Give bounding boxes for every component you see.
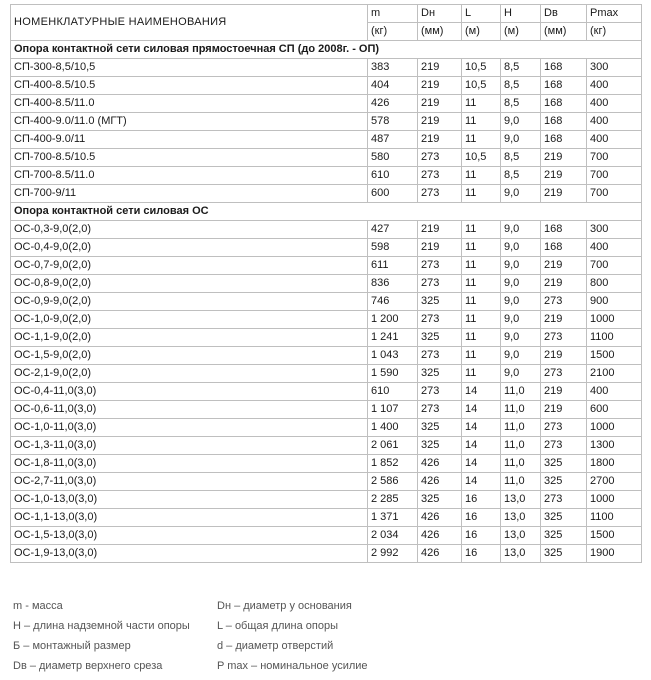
cell-h: 9,0: [501, 239, 541, 257]
section-row: [11, 203, 642, 221]
table-row: [11, 491, 642, 509]
cell-m: 600: [368, 185, 418, 203]
cell-h: 11,0: [501, 455, 541, 473]
unit-pmax: (кг): [587, 23, 642, 41]
cell-name: ОС-0,4-11,0(3,0): [11, 383, 368, 401]
column-header-dv: Dв: [541, 5, 587, 23]
cell-pmax: 900: [587, 293, 642, 311]
cell-dn: 219: [418, 113, 462, 131]
table-row: [11, 149, 642, 167]
cell-m: 427: [368, 221, 418, 239]
table-row: [11, 77, 642, 95]
cell-dv: 325: [541, 527, 587, 545]
cell-pmax: 1000: [587, 419, 642, 437]
cell-m: 426: [368, 95, 418, 113]
cell-l: 14: [462, 437, 501, 455]
cell-pmax: 300: [587, 221, 642, 239]
cell-dv: 219: [541, 311, 587, 329]
cell-l: 11: [462, 275, 501, 293]
cell-dv: 219: [541, 275, 587, 293]
cell-m: 1 371: [368, 509, 418, 527]
cell-dv: 325: [541, 545, 587, 563]
cell-dv: 219: [541, 149, 587, 167]
cell-dn: 325: [418, 491, 462, 509]
table-row: [11, 221, 642, 239]
cell-name: ОС-1,0-9,0(2,0): [11, 311, 368, 329]
cell-dv: 168: [541, 239, 587, 257]
cell-name: СП-400-8.5/10.5: [11, 77, 368, 95]
table-row: [11, 131, 642, 149]
cell-name: ОС-0,9-9,0(2,0): [11, 293, 368, 311]
column-header-pmax: Pmax: [587, 5, 642, 23]
cell-dn: 219: [418, 221, 462, 239]
cell-dv: 325: [541, 509, 587, 527]
table-row: [11, 329, 642, 347]
cell-l: 14: [462, 383, 501, 401]
cell-dn: 273: [418, 185, 462, 203]
cell-name: ОС-1,0-13,0(3,0): [11, 491, 368, 509]
cell-m: 1 400: [368, 419, 418, 437]
cell-m: 2 992: [368, 545, 418, 563]
cell-h: 9,0: [501, 221, 541, 239]
cell-h: 11,0: [501, 473, 541, 491]
cell-name: ОС-0,7-9,0(2,0): [11, 257, 368, 275]
cell-pmax: 1500: [587, 527, 642, 545]
table-row: [11, 275, 642, 293]
cell-dn: 426: [418, 527, 462, 545]
header-row-labels: [11, 5, 642, 23]
cell-dv: 273: [541, 419, 587, 437]
table-header: [11, 5, 642, 41]
cell-name: СП-700-8.5/10.5: [11, 149, 368, 167]
section-title: Опора контактной сети силовая ОС: [11, 203, 642, 221]
cell-h: 9,0: [501, 347, 541, 365]
cell-pmax: 1900: [587, 545, 642, 563]
cell-h: 9,0: [501, 329, 541, 347]
cell-pmax: 400: [587, 77, 642, 95]
cell-m: 2 034: [368, 527, 418, 545]
cell-dv: 325: [541, 455, 587, 473]
legend-term: Dв – диаметр верхнего среза: [13, 660, 163, 672]
cell-name: СП-700-8.5/11.0: [11, 167, 368, 185]
cell-name: СП-400-9.0/11.0 (МГТ): [11, 113, 368, 131]
table-row: [11, 167, 642, 185]
cell-pmax: 1100: [587, 509, 642, 527]
cell-m: 746: [368, 293, 418, 311]
cell-name: ОС-1,5-13,0(3,0): [11, 527, 368, 545]
section-title: Опора контактной сети силовая прямостоечная СП (до 2008г. - ОП): [11, 41, 642, 59]
cell-pmax: 300: [587, 59, 642, 77]
cell-pmax: 1800: [587, 455, 642, 473]
cell-h: 11,0: [501, 419, 541, 437]
cell-pmax: 2700: [587, 473, 642, 491]
cell-name: ОС-1,9-13,0(3,0): [11, 545, 368, 563]
table-row: [11, 455, 642, 473]
cell-dn: 273: [418, 149, 462, 167]
cell-m: 598: [368, 239, 418, 257]
cell-dn: 325: [418, 329, 462, 347]
cell-l: 11: [462, 167, 501, 185]
cell-pmax: 1500: [587, 347, 642, 365]
cell-pmax: 400: [587, 95, 642, 113]
cell-pmax: 700: [587, 185, 642, 203]
legend-term: H – длина надземной части опоры: [13, 620, 190, 632]
legend-row: [13, 636, 633, 656]
cell-l: 11: [462, 257, 501, 275]
cell-dn: 325: [418, 365, 462, 383]
cell-dv: 168: [541, 131, 587, 149]
cell-h: 9,0: [501, 113, 541, 131]
cell-m: 2 061: [368, 437, 418, 455]
cell-pmax: 700: [587, 149, 642, 167]
cell-l: 11: [462, 185, 501, 203]
cell-dn: 273: [418, 275, 462, 293]
cell-dn: 219: [418, 131, 462, 149]
cell-m: 610: [368, 167, 418, 185]
cell-dn: 325: [418, 419, 462, 437]
cell-l: 14: [462, 419, 501, 437]
cell-m: 1 107: [368, 401, 418, 419]
cell-h: 9,0: [501, 365, 541, 383]
cell-dv: 219: [541, 383, 587, 401]
cell-l: 11: [462, 221, 501, 239]
table-row: [11, 509, 642, 527]
cell-dn: 219: [418, 59, 462, 77]
cell-m: 404: [368, 77, 418, 95]
legend-term: d – диаметр отверстий: [217, 640, 334, 652]
cell-h: 9,0: [501, 257, 541, 275]
cell-name: ОС-1,0-11,0(3,0): [11, 419, 368, 437]
cell-dn: 325: [418, 437, 462, 455]
cell-l: 14: [462, 401, 501, 419]
table-row: [11, 293, 642, 311]
cell-name: СП-400-8.5/11.0: [11, 95, 368, 113]
legend-row: [13, 656, 633, 676]
unit-l: (м): [462, 23, 501, 41]
cell-m: 1 241: [368, 329, 418, 347]
cell-h: 13,0: [501, 509, 541, 527]
cell-dv: 325: [541, 473, 587, 491]
cell-h: 8,5: [501, 59, 541, 77]
cell-m: 610: [368, 383, 418, 401]
table-row: [11, 527, 642, 545]
cell-pmax: 400: [587, 383, 642, 401]
cell-dv: 273: [541, 365, 587, 383]
column-header-l: L: [462, 5, 501, 23]
unit-dn: (мм): [418, 23, 462, 41]
cell-h: 8,5: [501, 95, 541, 113]
spec-table: [10, 4, 642, 563]
table-row: [11, 113, 642, 131]
cell-dn: 325: [418, 293, 462, 311]
cell-pmax: 1100: [587, 329, 642, 347]
cell-name: ОС-1,5-9,0(2,0): [11, 347, 368, 365]
cell-dn: 273: [418, 311, 462, 329]
table-row: [11, 545, 642, 563]
cell-m: 836: [368, 275, 418, 293]
cell-pmax: 400: [587, 239, 642, 257]
cell-l: 10,5: [462, 77, 501, 95]
cell-dv: 219: [541, 185, 587, 203]
table-row: [11, 185, 642, 203]
unit-m: (кг): [368, 23, 418, 41]
table-row: [11, 347, 642, 365]
cell-dn: 273: [418, 257, 462, 275]
cell-dn: 426: [418, 473, 462, 491]
column-header-h: H: [501, 5, 541, 23]
cell-h: 11,0: [501, 437, 541, 455]
table-row: [11, 473, 642, 491]
cell-l: 16: [462, 491, 501, 509]
cell-pmax: 600: [587, 401, 642, 419]
cell-name: ОС-1,3-11,0(3,0): [11, 437, 368, 455]
cell-l: 14: [462, 455, 501, 473]
table-row: [11, 383, 642, 401]
cell-dv: 273: [541, 491, 587, 509]
section-row: [11, 41, 642, 59]
legend: [13, 596, 633, 676]
cell-l: 11: [462, 329, 501, 347]
cell-dn: 273: [418, 401, 462, 419]
legend-term: Dн – диаметр у основания: [217, 600, 352, 612]
cell-l: 11: [462, 239, 501, 257]
cell-l: 10,5: [462, 149, 501, 167]
cell-l: 10,5: [462, 59, 501, 77]
cell-dv: 168: [541, 59, 587, 77]
cell-l: 11: [462, 113, 501, 131]
table-row: [11, 239, 642, 257]
name-column-header: НОМЕНКЛАТУРНЫЕ НАИМЕНОВАНИЯ: [11, 5, 368, 41]
cell-pmax: 400: [587, 131, 642, 149]
cell-dn: 219: [418, 77, 462, 95]
cell-h: 9,0: [501, 131, 541, 149]
legend-term: L – общая длина опоры: [217, 620, 338, 632]
cell-l: 11: [462, 347, 501, 365]
cell-dn: 273: [418, 167, 462, 185]
table-row: [11, 401, 642, 419]
cell-dv: 219: [541, 167, 587, 185]
cell-h: 9,0: [501, 311, 541, 329]
cell-pmax: 700: [587, 257, 642, 275]
cell-h: 9,0: [501, 275, 541, 293]
cell-dv: 168: [541, 221, 587, 239]
cell-m: 1 043: [368, 347, 418, 365]
unit-h: (м): [501, 23, 541, 41]
cell-l: 16: [462, 509, 501, 527]
cell-h: 11,0: [501, 401, 541, 419]
cell-l: 11: [462, 293, 501, 311]
cell-dv: 219: [541, 347, 587, 365]
cell-l: 11: [462, 365, 501, 383]
cell-dv: 168: [541, 113, 587, 131]
cell-dn: 219: [418, 95, 462, 113]
cell-dv: 219: [541, 257, 587, 275]
cell-pmax: 1000: [587, 491, 642, 509]
legend-term: Б – монтажный размер: [13, 640, 131, 652]
cell-name: ОС-1,1-9,0(2,0): [11, 329, 368, 347]
table-row: [11, 437, 642, 455]
cell-m: 1 590: [368, 365, 418, 383]
cell-dn: 219: [418, 239, 462, 257]
cell-m: 611: [368, 257, 418, 275]
cell-h: 8,5: [501, 167, 541, 185]
cell-dn: 273: [418, 347, 462, 365]
cell-l: 11: [462, 131, 501, 149]
table-row: [11, 95, 642, 113]
cell-dv: 273: [541, 437, 587, 455]
column-header-dn: Dн: [418, 5, 462, 23]
cell-m: 578: [368, 113, 418, 131]
cell-l: 11: [462, 311, 501, 329]
cell-h: 8,5: [501, 149, 541, 167]
cell-dv: 273: [541, 293, 587, 311]
cell-pmax: 400: [587, 113, 642, 131]
cell-dn: 426: [418, 455, 462, 473]
cell-name: СП-400-9.0/11: [11, 131, 368, 149]
cell-name: ОС-0,4-9,0(2,0): [11, 239, 368, 257]
cell-dn: 273: [418, 383, 462, 401]
cell-m: 487: [368, 131, 418, 149]
cell-name: ОС-0,3-9,0(2,0): [11, 221, 368, 239]
cell-m: 2 285: [368, 491, 418, 509]
cell-pmax: 2100: [587, 365, 642, 383]
cell-pmax: 800: [587, 275, 642, 293]
cell-h: 9,0: [501, 185, 541, 203]
cell-m: 383: [368, 59, 418, 77]
cell-name: ОС-0,6-11,0(3,0): [11, 401, 368, 419]
cell-h: 9,0: [501, 293, 541, 311]
legend-term: m - масса: [13, 600, 63, 612]
cell-h: 13,0: [501, 491, 541, 509]
cell-dn: 426: [418, 509, 462, 527]
cell-m: 1 852: [368, 455, 418, 473]
cell-m: 2 586: [368, 473, 418, 491]
table-row: [11, 311, 642, 329]
table-row: [11, 59, 642, 77]
table-row: [11, 365, 642, 383]
table-body: [11, 41, 642, 563]
cell-name: ОС-1,8-11,0(3,0): [11, 455, 368, 473]
legend-row: [13, 616, 633, 636]
table-row: [11, 257, 642, 275]
cell-l: 16: [462, 527, 501, 545]
table-row: [11, 419, 642, 437]
cell-dv: 273: [541, 329, 587, 347]
column-header-m: m: [368, 5, 418, 23]
cell-h: 13,0: [501, 527, 541, 545]
cell-pmax: 700: [587, 167, 642, 185]
cell-dv: 219: [541, 401, 587, 419]
cell-name: ОС-2,7-11,0(3,0): [11, 473, 368, 491]
cell-h: 11,0: [501, 383, 541, 401]
cell-pmax: 1000: [587, 311, 642, 329]
cell-dv: 168: [541, 95, 587, 113]
cell-l: 16: [462, 545, 501, 563]
cell-name: ОС-1,1-13,0(3,0): [11, 509, 368, 527]
cell-l: 11: [462, 95, 501, 113]
unit-dv: (мм): [541, 23, 587, 41]
cell-name: СП-700-9/11: [11, 185, 368, 203]
cell-l: 14: [462, 473, 501, 491]
cell-dn: 426: [418, 545, 462, 563]
cell-name: СП-300-8,5/10,5: [11, 59, 368, 77]
legend-row: [13, 596, 633, 616]
legend-term: P max – номинальное усилие: [217, 660, 368, 672]
cell-dv: 168: [541, 77, 587, 95]
cell-m: 1 200: [368, 311, 418, 329]
cell-h: 13,0: [501, 545, 541, 563]
cell-h: 8,5: [501, 77, 541, 95]
cell-name: ОС-0,8-9,0(2,0): [11, 275, 368, 293]
cell-pmax: 1300: [587, 437, 642, 455]
cell-name: ОС-2,1-9,0(2,0): [11, 365, 368, 383]
cell-m: 580: [368, 149, 418, 167]
